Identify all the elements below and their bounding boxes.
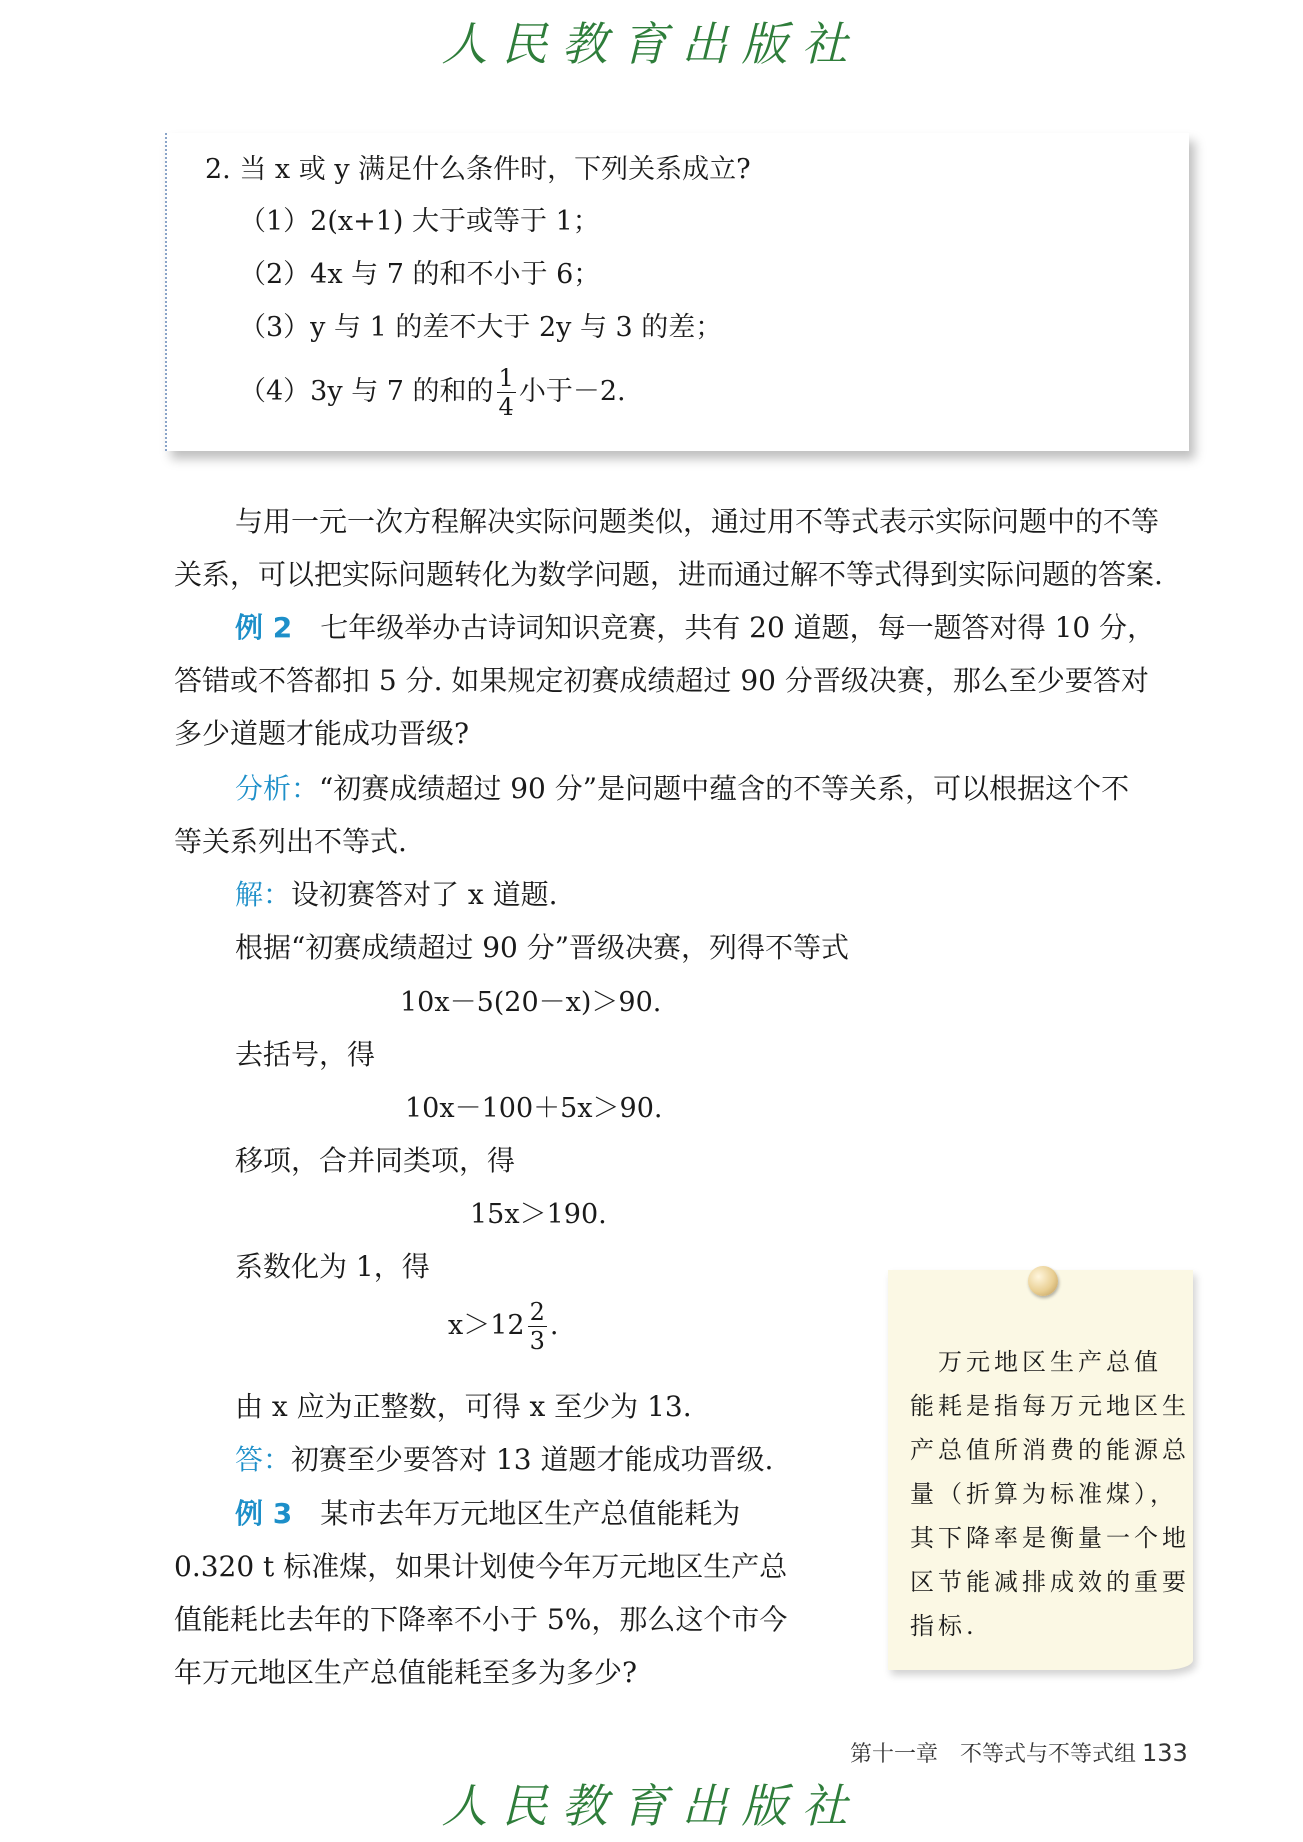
example-3-label: 例 3 — [235, 1497, 293, 1530]
note-line-2: 能耗是指每万元地区生 — [910, 1392, 1190, 1420]
equation-2: 10x－100＋5x＞90. — [405, 1093, 663, 1124]
analysis-label: 分析： — [235, 772, 320, 805]
analysis-line-1 — [235, 767, 1129, 807]
equation-1: 10x－5(20－x)＞90. — [400, 987, 662, 1018]
example-3-line-3: 值能耗比去年的下降率不小于 5%，那么这个市今 — [174, 1603, 788, 1636]
example-3-line-4: 年万元地区生产总值能耗至多为多少? — [174, 1656, 638, 1689]
intro-line-1: 与用一元一次方程解决实际问题类似，通过用不等式表示实际问题中的不等 — [235, 505, 1160, 538]
solution-label: 解： — [235, 878, 292, 911]
solution-line-2: 根据“初赛成绩超过 90 分”晋级决赛，列得不等式 — [235, 931, 850, 964]
exercise-item-4-prefix: （4）3y 与 7 的和的 — [239, 376, 494, 407]
exercise-item-1: （1）2(x+1) 大于或等于 1； — [239, 206, 600, 237]
example-3-line-2: 0.320 t 标准煤，如果计划使今年万元地区生产总 — [174, 1550, 788, 1583]
exercise-item-4-suffix: 小于－2. — [518, 376, 626, 407]
exercise-box — [165, 133, 1189, 451]
note-line-1: 万元地区生产总值 — [910, 1348, 1162, 1376]
example-3-line-1 — [235, 1492, 740, 1532]
answer-label: 答： — [235, 1443, 292, 1476]
solution-step-remove-brackets: 去括号，得 — [235, 1038, 376, 1071]
exercise-question-2: 2. 当 x 或 y 满足什么条件时，下列关系成立? — [205, 154, 751, 185]
answer-line — [235, 1438, 773, 1478]
note-line-3: 产总值所消费的能源总 — [910, 1436, 1190, 1464]
example-2-line-2: 答错或不答都扣 5 分. 如果规定初赛成绩超过 90 分晋级决赛，那么至少要答对 — [174, 664, 1149, 697]
example-2-line-1 — [235, 606, 1155, 646]
example-2-line-3: 多少道题才能成功晋级? — [174, 717, 470, 750]
fraction-denominator: 3 — [529, 1327, 545, 1355]
solution-step-coefficient: 系数化为 1，得 — [235, 1250, 430, 1283]
solution-line-1 — [235, 873, 558, 913]
solution-conclusion: 由 x 应为正整数，可得 x 至少为 13. — [235, 1390, 692, 1423]
publisher-logo-bottom: 人民教育出版社 — [441, 1779, 862, 1833]
example-2-label: 例 2 — [235, 611, 293, 644]
publisher-logo-top: 人民教育出版社 — [441, 17, 862, 71]
solution-text: 设初赛答对了 x 道题. — [291, 878, 558, 911]
note-line-6: 区节能减排成效的重要 — [910, 1568, 1190, 1596]
fraction-denominator: 4 — [498, 393, 514, 421]
side-note — [888, 1270, 1193, 1670]
fraction-one-quarter — [497, 366, 516, 419]
analysis-text: “初赛成绩超过 90 分”是问题中蕴含的不等关系，可以根据这个不 — [319, 772, 1130, 805]
chapter-title: 第十一章 不等式与不等式组 — [850, 1742, 1137, 1767]
fraction-numerator: 2 — [529, 1298, 545, 1326]
note-line-7: 指标. — [910, 1612, 978, 1640]
equation-4-prefix: x＞12 — [448, 1310, 525, 1341]
equation-4 — [448, 1300, 558, 1353]
analysis-line-2: 等关系列出不等式. — [174, 825, 407, 858]
intro-line-2: 关系，可以把实际问题转化为数学问题，进而通过解不等式得到实际问题的答案. — [174, 558, 1163, 591]
note-line-4: 量（折算为标准煤）， — [910, 1480, 1178, 1508]
exercise-item-2: （2）4x 与 7 的和不小于 6； — [239, 259, 601, 290]
answer-text: 初赛至少要答对 13 道题才能成功晋级. — [291, 1443, 774, 1476]
example-3-text: 某市去年万元地区生产总值能耗为 — [320, 1497, 741, 1530]
exercise-item-4 — [239, 366, 626, 419]
solution-step-combine: 移项，合并同类项，得 — [235, 1144, 516, 1177]
fraction-two-thirds — [528, 1300, 547, 1353]
fraction-numerator: 1 — [498, 364, 514, 392]
equation-3: 15x＞190. — [470, 1199, 607, 1230]
note-line-5: 其下降率是衡量一个地 — [910, 1524, 1190, 1552]
exercise-item-3: （3）y 与 1 的差不大于 2y 与 3 的差； — [239, 312, 723, 343]
page-number: 133 — [1142, 1739, 1188, 1767]
example-2-text: 七年级举办古诗词知识竞赛，共有 20 道题，每一题答对得 10 分， — [320, 611, 1156, 644]
page-footer — [850, 1737, 1188, 1768]
equation-4-suffix: . — [549, 1310, 559, 1341]
pushpin-icon — [1028, 1266, 1058, 1296]
